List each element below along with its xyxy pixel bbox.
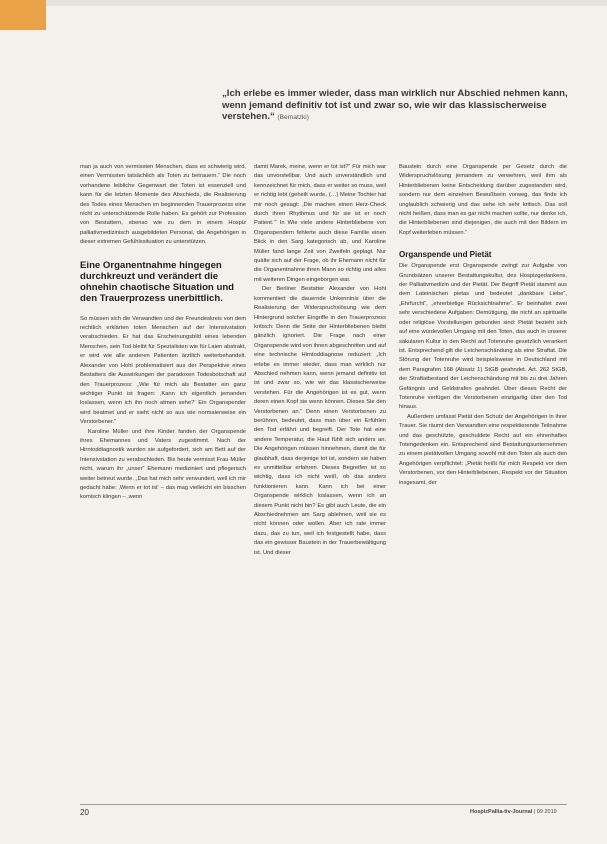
paragraph: Karoline Müller und ihre Kinder fanden der Organspende ihres Ehemannes und Vaters zugestimmt. Nach der Hirntoddiagnostik wurden sie aufgefordert, sich am Bett auf der Intensivstation zu verabschieden. Bis heute vermisst Frau Müller nicht, warum ihr „unser“ Ehemann mediziniert und pflegerisch weiter betreut wurde. „Das hat mich sehr verwundert, weil ich mir gedacht habe: ‚Wenn er tot ist‘ – das mag vielleicht ein bisschen komisch klingen – ‚wenn <box>80 428 246 501</box>
journal-title: HospizPallia-tiv-Journal <box>470 809 533 815</box>
pull-quote <box>222 88 568 124</box>
journal-name <box>470 809 557 815</box>
page-edge <box>0 0 607 6</box>
paragraph: Der Berliner Bestatter Alexander von Hohl kommentiert die dauernde Unkenntnis über die Realisierung der Widerspruchslösung wie dem Hintergrund solcher Eingriffe in den Trauerprozess kritisch: Denn die Seite der Hinterbliebenen bleibt gänzlich ignoriert. Die Frage nach einer Organspende wird von ihnen abgeschnitten und auf eine technische Hirntoddiagnose reduziert: „Ich erlebe es immer wieder, dass man wirklich nur Abschied nehmen kann, wenn jemand definitiv tot ist und zwar so, wie wir das klassischerweise verstehen. Für die Angehörigen ist es gut, wenn deren einen Kopf sie wenn können. Dieses Sie den Verstorbenen an.“ Denn einen Verstorbenen zu berühren, bedeutet, dass man über ein Erfühlen den Tod erfährt und begreift. Der Tote hat eine andere Temperatur, die Haut fühlt sich anders an. Die Angehörigen müssen hinnehmen, damit die für glaubhaft, dass derjenige tot ist, sondern sie haben es unmittelbar erfahren. Dieses Begreifen ist so wichtig, dass ich nicht weiß, ob das anders funktionieren kann. Kann ich bei einer Organspende wirklich loslassen, wenn ich an diesem Punkt nicht bin? Es gibt auch Leute, die ein Abschiednehmen am Sarg ablehnen, weil sie es nicht können oder wollen. Aber ich rate immer dazu, das zu tun, weil ich festgestellt habe, dass das ein gewisser Baustein in der Trauerbewältigung ist. Und dieser <box>254 286 386 556</box>
text-column-3 <box>399 163 567 488</box>
text-column-1 <box>80 163 246 503</box>
corner-color-mark <box>0 0 46 30</box>
paragraph: Baustein durch eine Organspende per Gesetz durch die Widerspruchslösung jemandem zu verwehren, weil ihm als Hinterbliebenen keine Entscheidung darüber zugestanden wird, sondern nur dem einzelnen Bewußtsein vorweg, das finde ich unglaublich schwierig und das sehe ich sehr kritisch. Das soll nicht heißen, dass man es gar nicht machen sollte, nur denke ich, die Hinterbliebenen sind diejenigen, die auch mit den Bildern im Kopf weiterleben müssen.“ <box>399 164 567 236</box>
text-column-2 <box>254 163 386 558</box>
section-heading: Eine Organentnahme hingegen durchkreuzt und verändert die ohnehin chaotische Situation und den Trauerprozess unerbittlich. <box>80 259 235 304</box>
paragraph: Außerdem umfasst Pietät den Schutz der Angehörigen in ihrer Trauer. Sie räumt den Verwandten eine respektierende Teilnahme und das geschützte, geschuldete Recht auf ein ehrenhaftes Totengedenken ein. Entsprechend sind Bestattungsunternehmen zu einem pietätvollen Umgang sowohl mit den Toten als auch den Angehörigen verpflichtet: „Pietät heißt für mich Respekt vor dem Verstorbenen, vor den Hinterbliebenen, Respekt vor der Situation insgesamt, der <box>399 413 567 486</box>
journal-issue: | 09 2019 <box>533 809 557 815</box>
section-heading: Organspende und Pietät <box>399 250 492 260</box>
paragraph: So müssen sich die Verwandten und der Freundeskreis von dem rechtlich erklärten toten Menschen auf der Intensivstation verabschieden. Er hat das Erscheinungsbild eines lebenden Menschen, sein Tod bleibt für Spezialisten wie für Laien abstrakt, er wird wie alle anderen Patienten ärztlich weiterbehandelt. Alexander von Hohl problematisiert aus der Perspektive eines Bestatters die Auswirkungen der paradoxen Todesbotschaft auf den Trauerprozess: „Wie für mich als Bestatter ein ganz wichtiger Punkt ist fragen: ‚Kann ich eigentlich jemanden loslassen, wenn ich ihn noch atmen sehe?‘ Ein Organspender wird beatmet und er sieht nicht so aus wie normalerweise ein Verstorbener.“ <box>80 315 246 426</box>
page-number: 20 <box>80 808 89 817</box>
pull-quote-source: (Bernatzki) <box>277 114 309 122</box>
pull-quote-text: „Ich erlebe es immer wieder, dass man wirklich nur Abschied nehmen kann, wenn jemand definitiv tot ist und zwar so, wie wir das klassischerweise verstehen.“ <box>222 88 568 123</box>
paragraph: damit Marek, meine, wenn er tot ist?“ Für mich war das unvorstellbar. Und auch unverständlich und kennzeichnet für mich, dass er weiter so muss, weil er richtig lebt (geheilt wurde, (…) Meine Tochter hat mir noch gesagt: ‚Die machen einen Herz-Check durch ihren Rhythmus und für sie ist er noch Patient.‘“ In Wie viele andere Hinterbliebene von Organspendern fehlerte auch diese Familie einen Blick in den Sarg kategorisch ab, und Karoline Müller fand lange Zeit von Zweifeln geplagt. Nur quälte sich auf der Frage, ob ihr Ehemann nicht für die Organentnahme ihren Mann so richtig und alles mit weiteren Dingen eingeborgen war. <box>254 164 386 283</box>
paragraph: man ja auch von vermissten Menschen, dass es schwierig wird, einen Vermissten tatsächlich als Toten zu betrauern.“ Die noch vorhandene leibliche Gegenwart der Toten ist essenziell und kann für die letzten Momente des Abschieds, die Realisierung des Todes eines Menschen im beginnenden Trauerprozess eine nicht zu unterschätzende Rolle haben. Es gehört zur Profession von Bestattern, ebenso wie zu dem in einem Hospiz palliativmedizinisch ausgebildeten Personal, die Angehörigen in dieser extremen Gefühlssituation zu unterstützen. <box>80 164 246 246</box>
footer-rule <box>80 804 567 805</box>
paragraph: Die Organspende erst Organspende zwingt zur Aufgabe von Grundsätzen unserer Bestattungskultur, des Hospizgedankens, der Palliativmedizin und der Pietät. Der Begriff Pietät stammt aus dem Lateinischen pietas und bedeutet „dankbare Liebe“, „Ehrfurcht“, „ehrerbietige Rücksichtnahme“. Er beinhaltet zwei sehr verschiedene Aufgaben: Demütigung, die nicht an spirituelle oder religiöse Vorstellungen gebunden sind: Pietät bezieht sich auf eine würdevollen Umgang mit den Toten, das auch in unserer säkularen Kultur in den Recht auf Totenruhe gesetzlich verankert ist. Entsprechend gilt die Leichenschändung als eine Straftat. Die Störung der Totenruhe wird beispielsweise in Deutschland mit dem Paragrafen 168 (Absatz 1) StGB geahndet. Art. 262 StGB, der Straftatbestand der Leichenschändung mit bis zu drei Jahren Gefängnis und Geldstrafen geahndet. Über dieses Recht der Totenruhe verfügen die Verstorbenen einzigartig über den Tod hinaus. <box>399 263 567 411</box>
